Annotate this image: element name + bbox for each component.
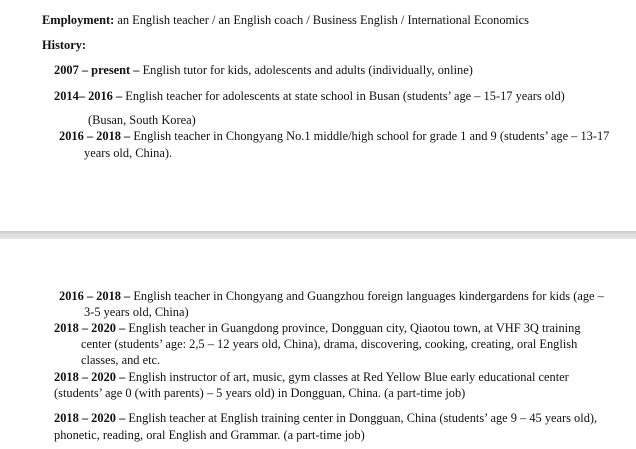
history-entry <box>59 129 609 144</box>
history-entry <box>54 63 473 78</box>
entry-text: English instructor of art, music, gym classes at Red Yellow Blue early educational center <box>125 370 569 384</box>
history-heading: History: <box>42 38 87 52</box>
entry-continuation: classes, and etc. <box>81 353 161 367</box>
employment-label: Employment: <box>42 13 115 27</box>
entry-dates: 2016 – 2018 – <box>59 129 131 143</box>
history-entry <box>54 370 569 385</box>
entry-dates: 2018 – 2020 – <box>54 321 126 335</box>
entry-dates: 2007 – present – <box>54 63 140 77</box>
entry-continuation: (students’ age 0 (with parents) – 5 years old) in Dongguan, China. (a part-time job) <box>54 386 466 400</box>
employment-text: an English teacher / an English coach / Business English / International Economics <box>114 13 529 27</box>
entry-text: English teacher for adolescents at state school in Busan (students’ age – 15-17 years old) <box>122 89 565 103</box>
entry-location: (Busan, South Korea) <box>88 113 196 127</box>
entry-continuation: center (students’ age: 2,5 – 12 years old, China), drama, discovering, cooking, creating, oral English <box>81 337 578 351</box>
page-separator <box>0 231 636 239</box>
entry-dates: 2014– 2016 – <box>54 89 123 103</box>
entry-text: English teacher in Chongyang No.1 middle/high school for grade 1 and 9 (students’ age – 13-17 <box>130 129 610 143</box>
entry-continuation: 3-5 years old, China) <box>84 305 189 319</box>
entry-dates: 2018 – 2020 – <box>54 411 126 425</box>
entry-continuation: phonetic, reading, oral English and Grammar. (a part-time job) <box>54 428 365 442</box>
history-entry <box>59 289 604 304</box>
history-entry <box>54 411 597 426</box>
document-page-2 <box>0 239 636 449</box>
entry-text: English teacher at English training center in Dongguan, China (students’ age 9 – 45 years old), <box>125 411 598 425</box>
history-entry <box>54 89 565 104</box>
entry-dates: 2016 – 2018 – <box>59 289 131 303</box>
history-entry <box>54 321 581 336</box>
entry-text: English teacher in Chongyang and Guangzhou foreign languages kindergardens for kids (age – <box>130 289 604 303</box>
entry-text: English teacher in Guangdong province, Dongguan city, Qiaotou town, at VHF 3Q training <box>125 321 581 335</box>
entry-continuation: years old, China). <box>84 146 173 160</box>
employment-line <box>42 13 529 28</box>
entry-dates: 2018 – 2020 – <box>54 370 126 384</box>
entry-text: English tutor for kids, adolescents and adults (individually, online) <box>139 63 473 77</box>
